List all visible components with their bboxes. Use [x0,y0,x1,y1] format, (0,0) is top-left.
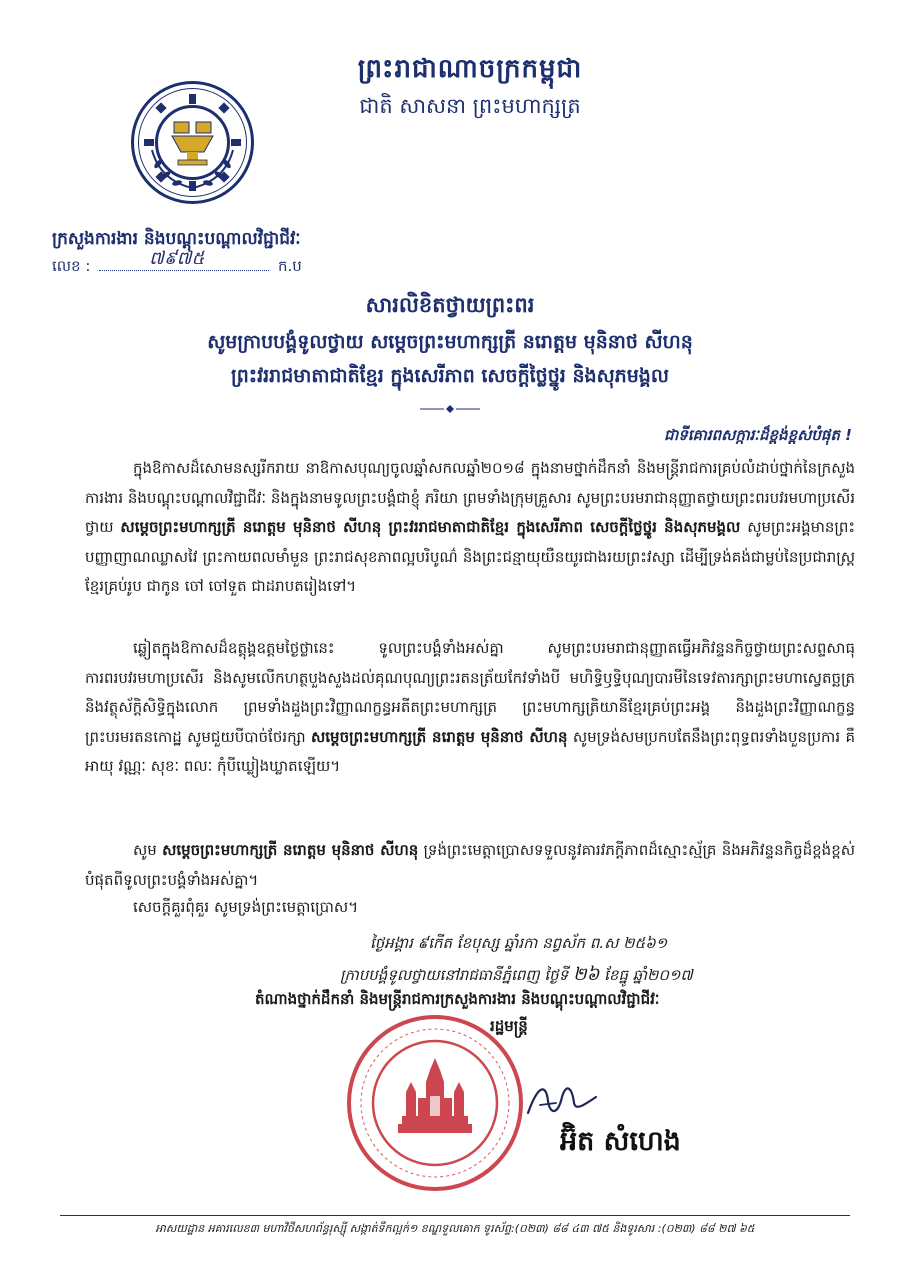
kingdom-heading: ព្រះរាជាណាចក្រកម្ពុជា [357,54,583,84]
signatory-organization: តំណាងថ្នាក់ដឹកនាំ និងមន្ត្រីរាជការក្រសួងការងារ និងបណ្តុះបណ្តាលវិជ្ជាជីវៈ [255,990,660,1008]
reference-number-line [52,248,302,279]
official-seal-icon [344,1012,526,1194]
ref-number: ៧៩៧៥ [149,248,205,269]
footer-divider [60,1215,850,1216]
solar-date-day: ២៦ [573,964,600,985]
ref-suffix: ក.ប [277,257,302,275]
handwritten-signature-icon [520,1075,600,1125]
ref-number-field [99,248,269,271]
ministry-name: ក្រសួងការងារ និងបណ្តុះបណ្តាលវិជ្ជាជីវៈ [52,229,301,249]
paragraph-2-ending: សូមទ្រង់សមប្រកបតែនឹងព្រះពុទ្ធពរទាំងបួនប្រការ គឺអាយុ វណ្ណៈ សុខៈ ពលៈ កុំបីឃ្លៀងឃ្លាតឡើយ។ [85,727,855,775]
salutation: ជាទីគោរពសក្ការៈដ៏ខ្ពង់ខ្ពស់បំផុត ! [663,426,852,444]
body-paragraph-3 [85,836,855,895]
body-paragraph-4 [85,893,855,923]
signatory-role: រដ្ឋមន្ត្រី [490,1017,528,1035]
paragraph-4-text: សេចក្តីគួរពុំគួរ សូមទ្រង់ព្រះមេត្តាប្រោស។ [133,898,359,916]
ref-prefix: លេខ : [52,257,91,275]
paragraph-1-queen-title: សម្តេចព្រះមហាក្សត្រី នរោត្តម មុនិនាថ សីហនុ ព្រះវររាជមាតាជាតិខ្មែរ ក្នុងសេរីភាព សេចក្តីថ្លៃថ្នូរ និងសុភមង្គល [120,518,741,536]
lunar-date: ថ្ងៃអង្គារ ៩កើត ខែបុស្ស ឆ្នាំរកា នព្វស័ក ព.ស ២៥៦១ [370,934,668,952]
ministry-emblem-icon [130,80,255,205]
paragraph-3-queen-title: សម្តេចព្រះមហាក្សត្រី នរោត្តម មុនិនាថ សីហនុ [162,841,419,859]
signer-name: អ៊ិត សំហេង [560,1126,681,1157]
document-title: សារលិខិតថ្វាយព្រះពរ [365,293,535,317]
paragraph-2-queen-title: សម្តេចព្រះមហាក្សត្រី នរោត្តម មុនិនាថ សីហនុ [311,727,568,746]
document-subtitle-line-1: សូមក្រាបបង្គំទូលថ្វាយ សម្តេចព្រះមហាក្សត្រី នរោត្តម មុនិនាថ សីហនុ [207,331,693,353]
paragraph-1-text: ក្នុងឱកាសដ៏សោមនស្សរីករាយ នាឱកាសបុណ្យចូលឆ្នាំសកលឆ្នាំ២០១៨ ក្នុងនាមថ្នាក់ដឹកនាំ និងមន្ត្រីរាជការគ្រប់លំដាប់ថ្នាក់នៃក្រសួងការងារ និងបណ្តុះបណ្តាលវិជ្ជាជីវៈ និងក្នុងនាមទូលព្រះបង្គំជាខ្ញុំ ភរិយា ព្រមទាំងក្រុមគ្រួសារ សូមព្រះបរមរាជានុញ្ញាតថ្វាយព្រះពរបវរមហាប្រសើរថ្វាយ [85,459,855,536]
solar-date-suffix: ខែធ្នូ ឆ្នាំ២០១៧ [604,966,693,984]
paragraph-1-ending: សូមព្រះអង្គមានព្រះបញ្ញាញាណឈ្លាសវៃ ព្រះកាយពលមាំមួន ព្រះរាជសុខភាពល្អបរិបូណ៌ និងព្រះជន្មាយុយឺនយូរជាងរយព្រះវស្សា ដើម្បីទ្រង់គង់ជាម្លប់នៃប្រជារាស្ត្រខ្មែរគ្រប់រូប ជាកូន ចៅ ចៅទួត ជាដរាបតរៀងទៅ។ [85,518,855,595]
body-paragraph-1 [85,454,855,602]
paragraph-3-ending: ទ្រង់ព្រះមេត្តាប្រោសទទួលនូវគារវភក្តីភាពដ៏ស្មោះស្ម័គ្រ និងអភិវន្ទនកិច្ចដ៏ខ្ពង់ខ្ពស់បំផុតពីទូលព្រះបង្គំទាំងអស់គ្នា។ [85,841,855,889]
document-subtitle-line-2: ព្រះវររាជមាតាជាតិខ្មែរ ក្នុងសេរីភាព សេចក្តីថ្លៃថ្នូរ និងសុភមង្គល [231,365,669,387]
body-paragraph-2 [85,634,855,782]
paragraph-3-start: សូម [133,841,157,859]
title-ornament-icon [420,404,480,414]
paragraph-2-text: ឆ្លៀតក្នុងឱកាសដ៏ឧត្តុង្គឧត្តមថ្ងៃថ្លានេះ ទូលព្រះបង្គំទាំងអស់គ្នា សូមព្រះបរមរាជានុញ្ញាតធ្វើអភិវន្ទនកិច្ចថ្វាយព្រះសព្ទសាធុការពរបវរមហាប្រសើរ និងសូមលើកហត្ថបួងសួងដល់គុណបុណ្យព្រះរតនត្រ័យកែវទាំងបី មហិទ្ធិឫទ្ធិបុណ្យបារមីនៃទេវតារក្សាព្រះមហាស្វេតច្ឆត្រ និងវត្ថុស័ក្តិសិទ្ធិក្នុងលោក ព្រមទាំងដួងព្រះវិញ្ញាណក្ខន្ធអតីតព្រះមហាក្សត្រ ព្រះមហាក្សត្រិយានីខ្មែរគ្រប់ព្រះអង្គ និងដួងព្រះវិញ្ញាណក្ខន្ធព្រះបរមរតនកោដ្ឋ សូមជួយបីបាច់ថែរក្សា [85,639,855,746]
national-motto: ជាតិ សាសនា ព្រះមហាក្សត្រ [359,94,581,118]
solar-date-prefix: ក្រាបបង្គំទូលថ្វាយនៅរាជធានីភ្នំពេញ ថ្ងៃទី [340,966,569,984]
solar-date-line [340,962,693,989]
footer-address: អាសយដ្ឋាន អគារលេខ៣ មហាវិថីសហព័ន្ធរុស្ស៊ី សង្កាត់ទឹកល្អក់១ ខណ្ឌទួលគោក ទូរស័ព្ទ:(០២៣) ៨៨ ៤៣ ៧៥ និងទូរសារ :(០២៣) ៨៨ ២៧ ៦៥ [155,1222,755,1235]
